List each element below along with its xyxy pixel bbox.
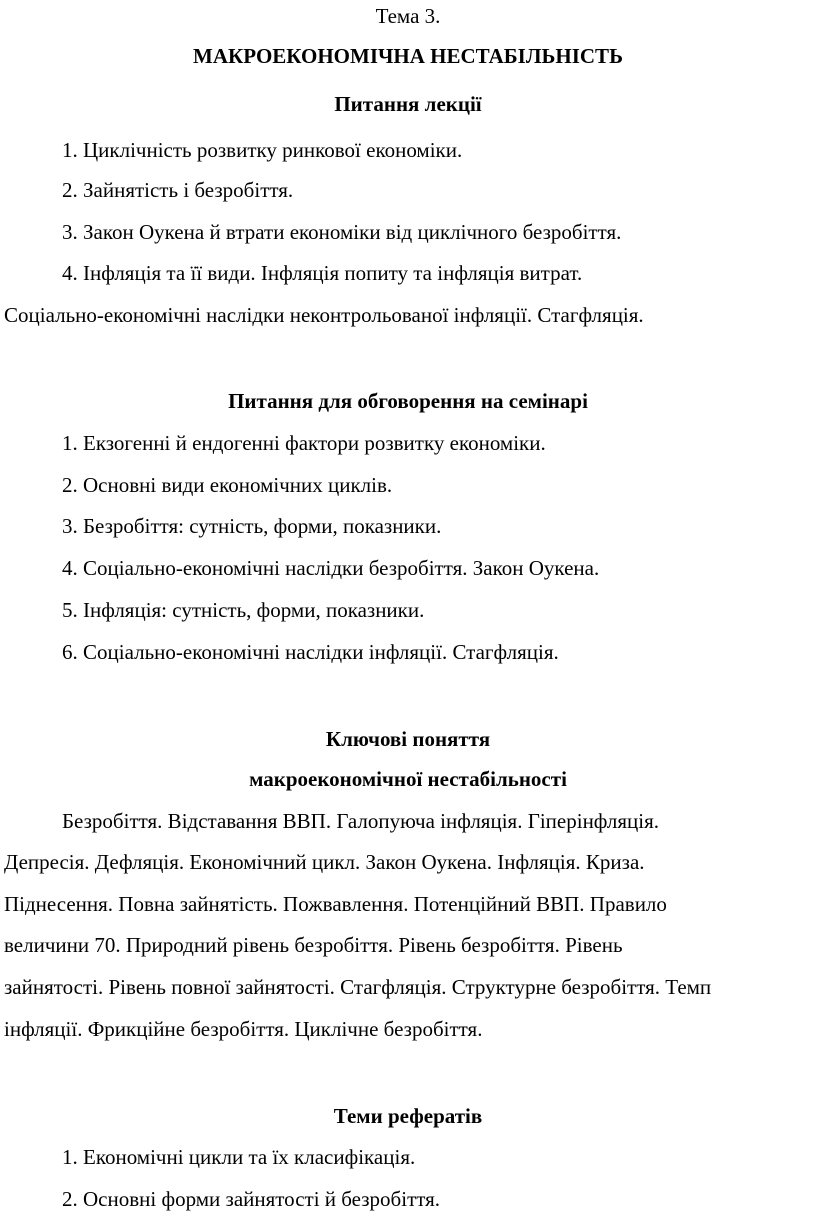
essays-heading: Теми рефератів [333,1104,483,1128]
lecture-item-continuation: Соціально-економічні наслідки неконтрольованої інфляції. Стагфляція. [4,303,644,327]
concepts-heading: Ключові поняття [325,727,491,751]
lecture-heading: Питання лекції [334,92,482,116]
lecture-item: 3. Закон Оукена й втрати економіки від циклічного безробіття. [62,220,622,244]
concepts-subheading: макроекономічної нестабільності [249,767,567,791]
topic-label: Тема 3. [375,4,441,28]
seminar-item: 2. Основні види економічних циклів. [62,473,393,497]
concepts-text-line: Безробіття. Відставання ВВП. Галопуюча інфляція. Гіперінфляція. [62,809,660,833]
concepts-text-line: величини 70. Природний рівень безробіття. Рівень безробіття. Рівень [4,933,623,957]
document-title: МАКРОЕКОНОМІЧНА НЕСТАБІЛЬНІСТЬ [193,44,623,68]
lecture-item: 2. Зайнятість і безробіття. [62,178,294,202]
concepts-text-line: зайнятості. Рівень повної зайнятості. Стагфляція. Структурне безробіття. Темп [4,975,712,999]
concepts-text-line: Депресія. Дефляція. Економічний цикл. Закон Оукена. Інфляція. Криза. [4,850,645,874]
essay-item: 1. Економічні цикли та їх класифікація. [62,1145,416,1169]
seminar-item: 3. Безробіття: сутність, форми, показники. [62,514,442,538]
lecture-item: 4. Інфляція та її види. Інфляція попиту та інфляція витрат. [62,261,583,285]
seminar-item: 4. Соціально-економічні наслідки безробіття. Закон Оукена. [62,556,600,580]
seminar-item: 1. Екзогенні й ендогенні фактори розвитку економіки. [62,431,546,455]
seminar-heading: Питання для обговорення на семінарі [228,389,588,413]
lecture-item: 1. Циклічність розвитку ринкової економіки. [62,138,463,162]
seminar-item: 5. Інфляція: сутність, форми, показники. [62,598,425,622]
concepts-text-line: інфляції. Фрикційне безробіття. Циклічне безробіття. [4,1017,483,1041]
seminar-item: 6. Соціально-економічні наслідки інфляції. Стагфляція. [62,640,559,664]
concepts-text-line: Піднесення. Повна зайнятість. Пожвавлення. Потенційний ВВП. Правило [4,892,667,916]
essay-item: 2. Основні форми зайнятості й безробіття. [62,1187,441,1211]
